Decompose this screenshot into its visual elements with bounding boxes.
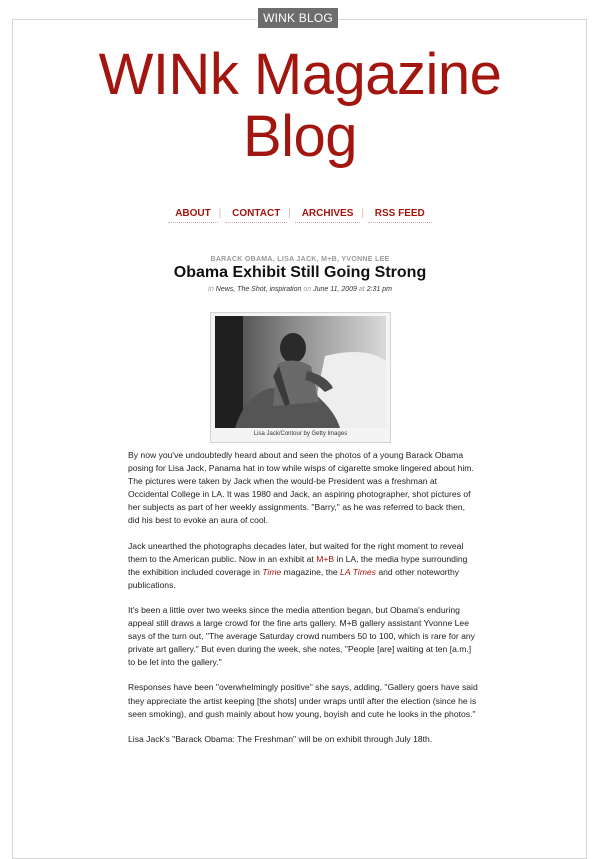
nav-archives[interactable]: ARCHIVES	[295, 207, 361, 223]
paragraph-3: It's been a little over two weeks since the media attention began, but Obama's enduring appeal still draws a large crowd for the fine arts gallery. M+B gallery assistant Yvonne Lee says of the turn out, "The average Saturday crowd numbers 50 to 100, which is rare for any private art gallery." But even during the week, she notes, "People [are] waiting at ten [a.m.] to be let into the gallery."	[128, 604, 475, 668]
paragraph-2	[128, 540, 478, 592]
link-mb[interactable]: M+B	[316, 553, 335, 564]
nav-separator: |	[288, 208, 291, 219]
nav-separator: |	[218, 208, 222, 219]
main-nav	[0, 207, 600, 223]
meta-at-word: at	[358, 286, 365, 293]
post-content	[128, 449, 478, 758]
link-time[interactable]: Time	[262, 566, 282, 577]
site-title-line-2: Blog	[242, 104, 358, 169]
paragraph-2-text-c: magazine, the	[281, 566, 341, 577]
site-title-line-1: WINk Magazine	[98, 42, 502, 107]
nav-about[interactable]: ABOUT	[168, 207, 218, 223]
photo-caption: Lisa Jack/Contour by Getty Images	[253, 431, 348, 437]
paragraph-2-text-a: Jack unearthed the photographs decades later, but waited for the right moment to reveal them to the American public. Now in an exhibit at	[128, 540, 464, 564]
site-title[interactable]	[0, 44, 600, 168]
post-title[interactable]: Obama Exhibit Still Going Strong	[173, 264, 427, 281]
photo-portrait-icon	[215, 316, 386, 428]
paragraph-2-text-d: and other noteworthy publications.	[128, 566, 460, 590]
paragraph-4: Responses have been "overwhelmingly positive" she says, adding, "Gallery goers have said they appreciate the artist keeping [the shots] under wraps until after the election (since he is seen smoking), and gush mainly about how young, boyish and cute he looks in the photos."	[128, 682, 478, 719]
nav-contact[interactable]: CONTACT	[225, 207, 287, 223]
link-la-times[interactable]: LA Times	[340, 566, 376, 577]
paragraph-5: Lisa Jack's "Barack Obama: The Freshman" will be on exhibit through July 18th.	[128, 733, 433, 744]
paragraph-2-text-b: in LA, the media hype surrounding the exhibition included coverage in	[128, 553, 468, 577]
post-photo	[210, 312, 391, 443]
meta-date: June 11, 2009	[313, 286, 357, 293]
post-meta	[0, 286, 600, 293]
meta-on-word: on	[303, 286, 312, 293]
nav-rss-feed[interactable]: RSS FEED	[368, 207, 432, 223]
meta-categories[interactable]: News, The Shot, inspiration	[215, 286, 302, 293]
meta-time: 2:31 pm	[366, 286, 392, 293]
meta-in-word: In	[207, 286, 214, 293]
blog-badge[interactable]: WINK BLOG	[258, 8, 338, 28]
paragraph-1: By now you've undoubtedly heard about and seen the photos of a young Barack Obama posing for Lisa Jack, Panama hat in tow while wisps of cigarette smoke lingered about him. The pictures were taken by Jack when the would-be President was a freshman at Occidental College in LA. It was 1980 and Jack, an aspiring photographer, shot pictures of her subjects as part of her weekly assignments. "Barry," as he was referred to back then, did his best to evoke an aura of cool.	[128, 450, 474, 526]
nav-separator: |	[361, 208, 364, 219]
post-tags[interactable]: BARACK OBAMA, LISA JACK, M+B, YVONNE LEE	[210, 256, 390, 263]
